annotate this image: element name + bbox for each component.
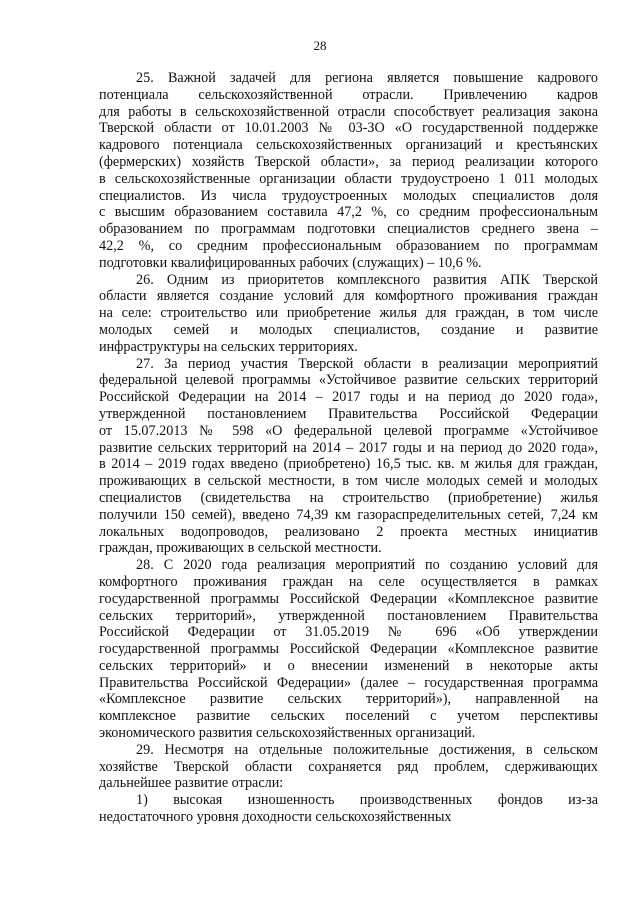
text-line: в 2014 – 2019 годах введено (приобретено) 16,5 тыс. кв. м жилья для граждан, bbox=[99, 456, 598, 473]
text-line: для работы в сельскохозяйственной отрасли способствует реализация закона bbox=[99, 103, 598, 120]
text-line: хозяйстве Тверской области сохраняется ряд проблем, сдерживающих bbox=[99, 758, 598, 775]
paragraph-p28 bbox=[99, 557, 598, 742]
text-line: образованием по программам подготовки специалистов среднего звена – bbox=[99, 221, 598, 238]
paragraph-p29-item1 bbox=[99, 792, 598, 826]
text-line: «Комплексное развитие сельских территорий»), направленной на bbox=[99, 691, 598, 708]
page-number: 28 bbox=[313, 38, 327, 53]
text-line: дальнейшее развитие отрасли: bbox=[99, 775, 284, 792]
text-line: проживающих в сельской местности, в том числе молодых семей и молодых bbox=[99, 473, 598, 490]
paragraph-p26 bbox=[99, 272, 598, 356]
text-line: утвержденной постановлением Правительства Российской Федерации bbox=[99, 405, 598, 422]
paragraph-p27 bbox=[99, 356, 598, 558]
text-line: 28. С 2020 года реализация мероприятий по созданию условий для bbox=[136, 557, 598, 574]
text-line: (фермерских) хозяйств Тверской области», за период реализации которого bbox=[99, 153, 598, 170]
text-line: области является создание условий для комфортного проживания граждан bbox=[99, 288, 598, 305]
text-line: специалистов (свидетельства на строительство (приобретение) жилья bbox=[99, 489, 598, 506]
text-line: кадрового потенциала сельскохозяйственных организаций и крестьянских bbox=[99, 137, 598, 154]
text-line: комплексное развитие сельских поселений с учетом перспективы bbox=[99, 708, 598, 725]
text-line: 27. За период участия Тверской области в реализации мероприятий bbox=[136, 355, 598, 372]
text-line: с высшим образованием составила 47,2 %, со средним профессиональным bbox=[99, 204, 598, 221]
text-line: экономического развития сельскохозяйственных организаций. bbox=[99, 725, 476, 742]
text-line: граждан, проживающих в сельской местности. bbox=[99, 540, 382, 557]
text-line: Тверской области от 10.01.2003 № 03-ЗО «О государственной поддержке bbox=[99, 120, 598, 137]
text-line: Правительства Российской Федерации» (далее – государственная программа bbox=[99, 674, 598, 691]
text-line: 29. Несмотря на отдельные положительные достижения, в сельском bbox=[136, 741, 598, 758]
text-line: 25. Важной задачей для региона является повышение кадрового bbox=[136, 70, 598, 86]
text-line: молодых семей и молодых специалистов, создание и развитие bbox=[99, 321, 598, 338]
paragraph-p29 bbox=[99, 742, 598, 792]
text-line: сельских территорий», утвержденной постановлением Правительства bbox=[99, 607, 598, 624]
text-line: сельских территорий» и о внесении изменений в некоторые акты bbox=[99, 657, 598, 674]
text-line: государственной программы Российской Федерации «Комплексное развитие bbox=[99, 590, 598, 607]
text-line: Российской Федерации на 2014 – 2017 годы и на период до 2020 года», bbox=[99, 389, 598, 406]
text-line: специалистов. Из числа трудоустроенных молодых специалистов доля bbox=[99, 187, 598, 204]
text-line: развитие сельских территорий на 2014 – 2017 годы и на период до 2020 года», bbox=[99, 439, 598, 456]
text-line: государственной программы Российской Федерации «Комплексное развитие bbox=[99, 641, 598, 658]
text-line: инфраструктуры на сельских территориях. bbox=[99, 338, 358, 355]
text-line: в сельскохозяйственные организации области трудоустроено 1 011 молодых bbox=[99, 170, 598, 187]
text-line: подготовки квалифицированных рабочих (служащих) – 10,6 %. bbox=[99, 254, 482, 271]
document-body bbox=[99, 70, 598, 826]
text-line: 1) высокая изношенность производственных фондов из-за bbox=[136, 792, 598, 809]
text-line: потенциала сельскохозяйственной отрасли. Привлечению кадров bbox=[99, 86, 598, 103]
text-line: 42,2 %, со средним профессиональным образованием по программам bbox=[99, 237, 598, 254]
text-line: недостаточного уровня доходности сельскохозяйственных bbox=[99, 809, 452, 826]
paragraph-p25 bbox=[99, 70, 598, 272]
text-line: от 15.07.2013 № 598 «О федеральной целевой программе «Устойчивое bbox=[99, 422, 598, 439]
text-line: Российской Федерации от 31.05.2019 № 696 «Об утверждении bbox=[99, 624, 598, 641]
text-line: на селе: строительство или приобретение жилья для граждан, в том числе bbox=[99, 305, 598, 322]
text-line: локальных водопроводов, реализовано 2 проекта местных инициатив bbox=[99, 523, 598, 540]
text-line: 26. Одним из приоритетов комплексного развития АПК Тверской bbox=[136, 271, 598, 288]
text-line: комфортного проживания граждан на селе осуществляется в рамках bbox=[99, 573, 598, 590]
text-line: федеральной целевой программы «Устойчивое развитие сельских территорий bbox=[99, 372, 598, 389]
text-line: получили 150 семей), введено 74,39 км газораспределительных сетей, 7,24 км bbox=[99, 506, 598, 523]
